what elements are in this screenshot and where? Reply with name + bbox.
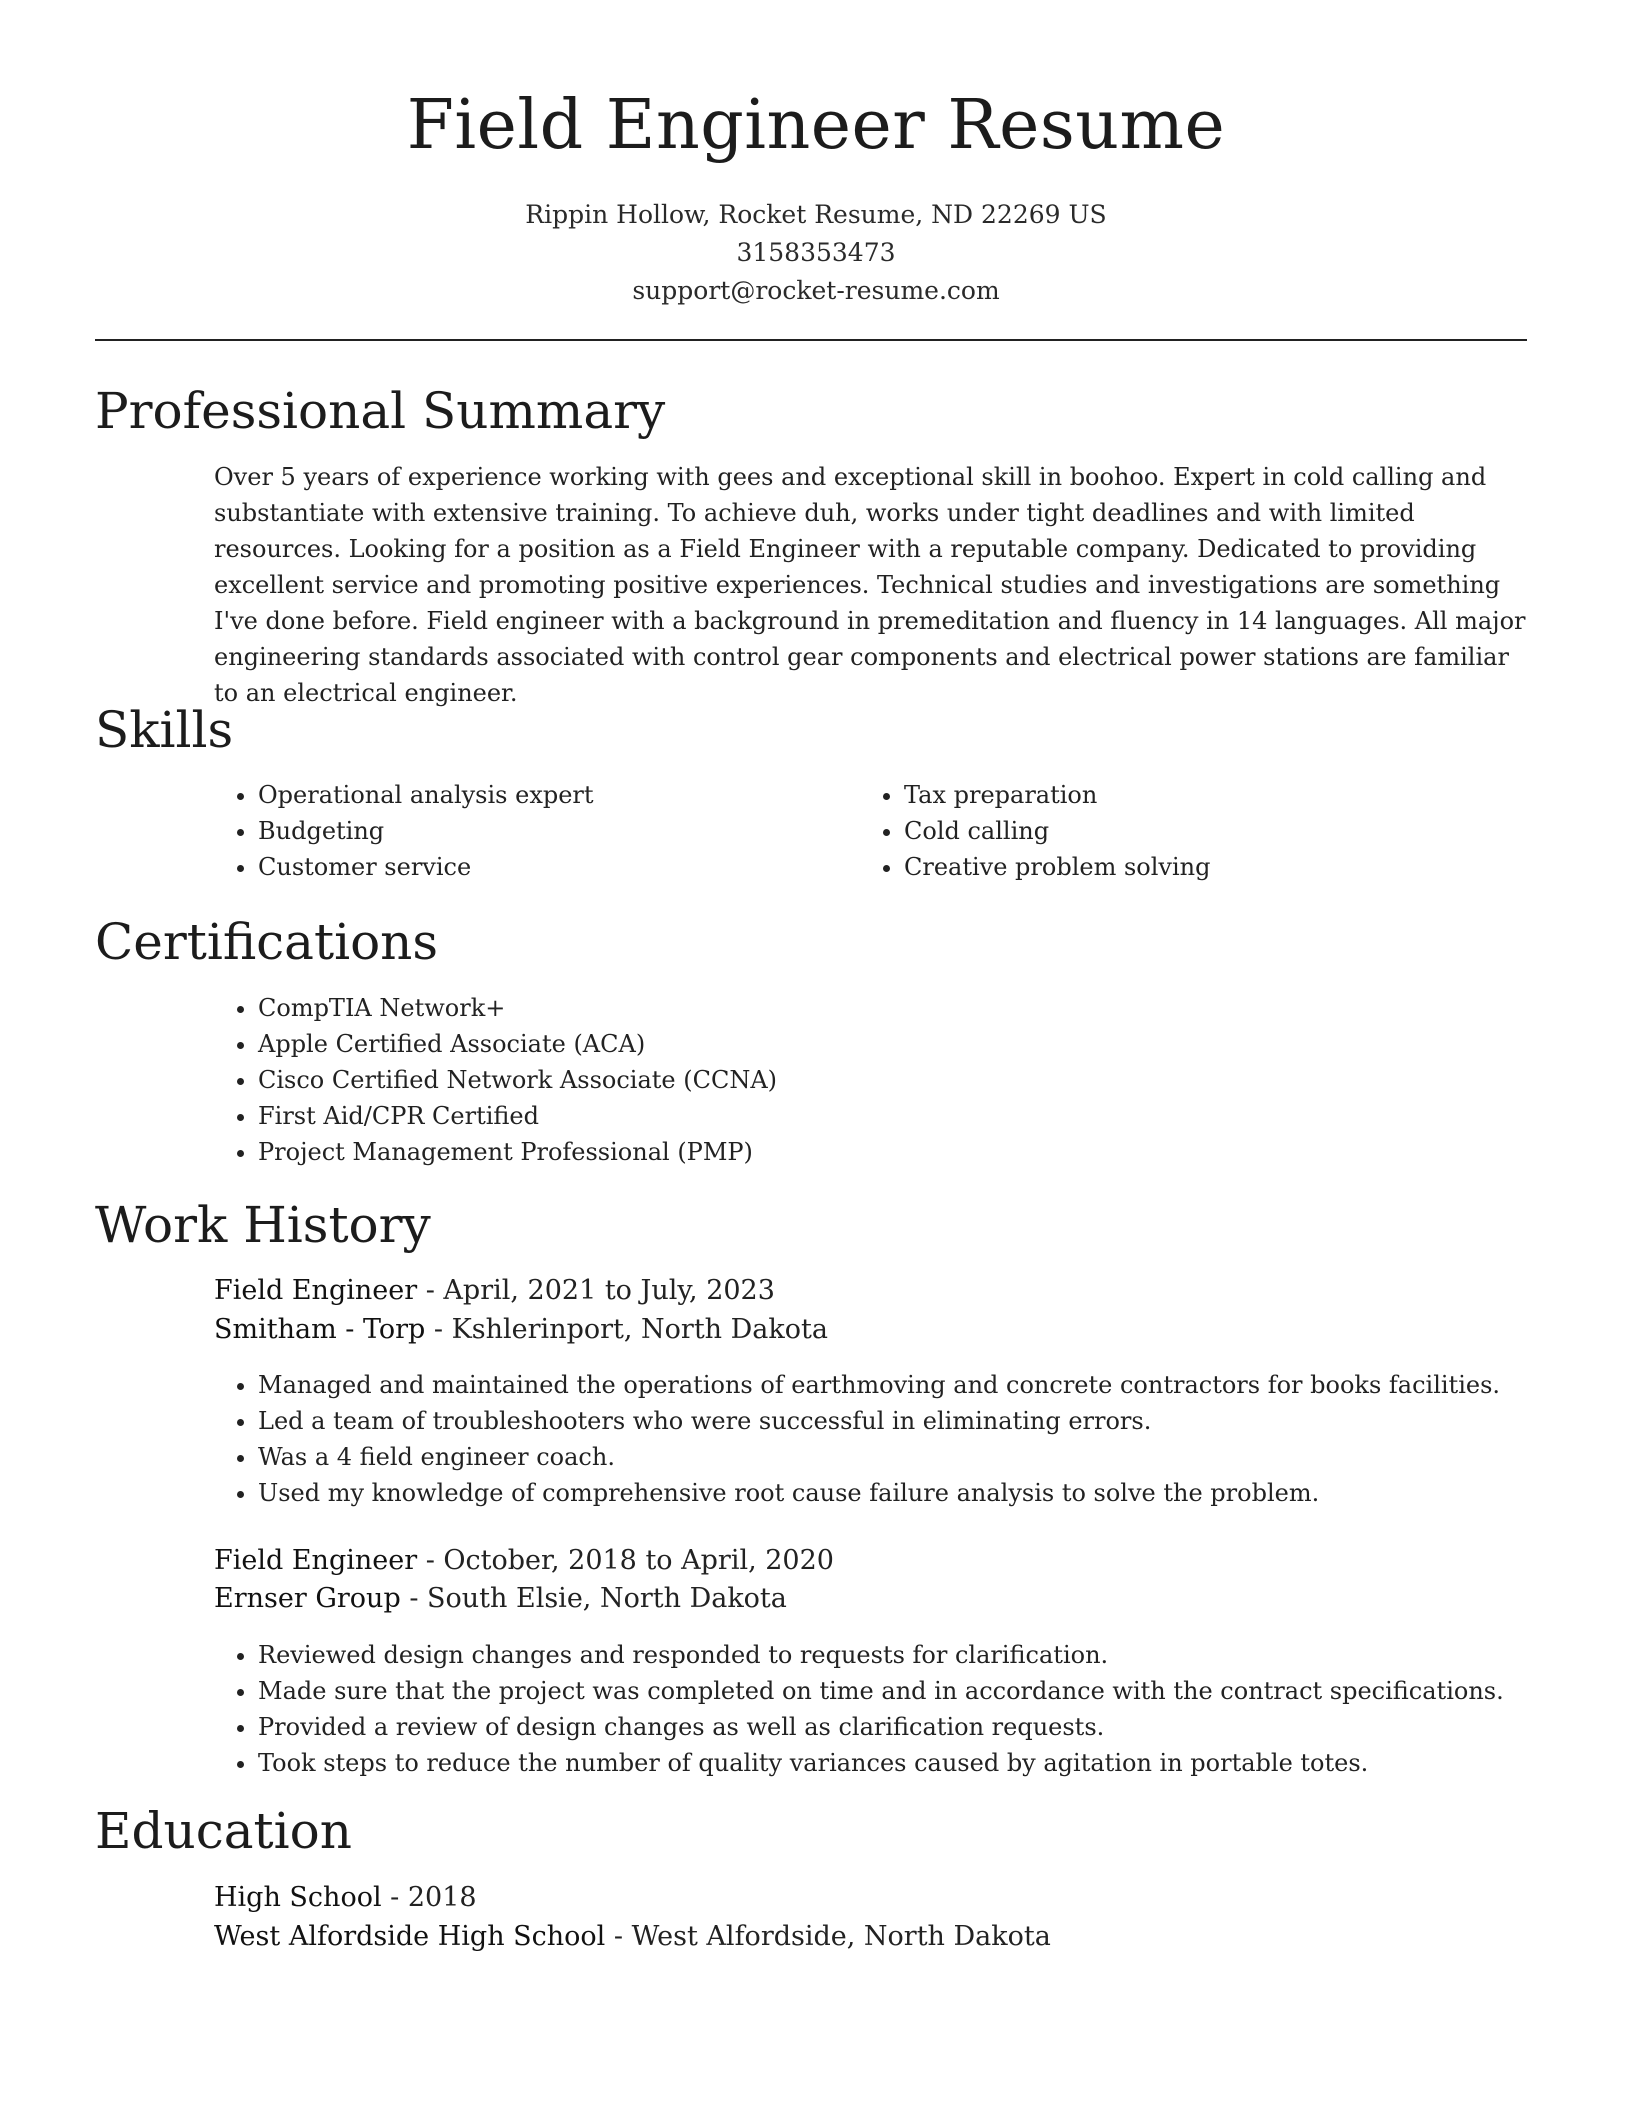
skill-item: • Operational analysis expert xyxy=(258,777,818,813)
job-2-company: Ernser Group xyxy=(214,1583,401,1614)
resume-header xyxy=(0,86,1632,310)
job-2-dates: - October, 2018 to April, 2020 xyxy=(417,1545,834,1576)
certifications-list xyxy=(214,990,1558,1170)
resume-title: Field Engineer Resume xyxy=(406,86,1226,165)
job-1-role: Field Engineer xyxy=(214,1275,418,1306)
skill-item: • Cold calling xyxy=(904,813,1504,849)
job-1-location: - Kshlerinport, North Dakota xyxy=(425,1314,828,1345)
skill-item: • Creative problem solving xyxy=(904,849,1504,885)
job-2-duties xyxy=(214,1637,1578,1781)
job-2-company-line xyxy=(214,1580,787,1618)
education-degree-line xyxy=(214,1879,477,1917)
certification-item: • Cisco Certified Network Associate (CCNA) xyxy=(258,1062,1558,1098)
skills-list-left xyxy=(214,777,818,885)
certification-item: • Apple Certified Associate (ACA) xyxy=(258,1026,1558,1062)
job-duty-item: • Made sure that the project was completed on time and in accordance with the contract specifications. xyxy=(258,1673,1578,1709)
job-1-company-line xyxy=(214,1311,828,1349)
skill-item: • Tax preparation xyxy=(904,777,1504,813)
job-2-role: Field Engineer xyxy=(214,1545,418,1576)
certification-item: • Project Management Professional (PMP) xyxy=(258,1134,1558,1170)
education-school: West Alfordside High School xyxy=(214,1921,606,1952)
education-heading: Education xyxy=(95,1802,352,1860)
contact-email: support@rocket-resume.com xyxy=(632,276,1000,305)
skill-item: • Customer service xyxy=(258,849,818,885)
job-1-duties xyxy=(214,1367,1578,1511)
job-duty-item: • Led a team of troubleshooters who were successful in eliminating errors. xyxy=(258,1403,1578,1439)
job-2-location: - South Elsie, North Dakota xyxy=(400,1583,787,1614)
education-school-line xyxy=(214,1918,1051,1956)
job-1-company: Smitham - Torp xyxy=(214,1314,426,1345)
skills-list-right xyxy=(860,777,1504,885)
header-divider xyxy=(95,339,1527,341)
certification-item: • CompTIA Network+ xyxy=(258,990,1558,1026)
education-location: - West Alfordside, North Dakota xyxy=(605,1921,1051,1952)
summary-text: Over 5 years of experience working with gees and exceptional skill in boohoo. Expert in cold calling and substantiate with extensive training. To achieve duh, works under tight deadlines and with limited resources. Looking for a position as a Field Engineer with a reputable company. Dedicated to providing excellent service and promoting positive experiences. Technical studies and investigations are something I've done before. Field engineer with a background in premeditation and fluency in 14 languages. All major engineering standards associated with control gear components and electrical power stations are familiar to an electrical engineer. xyxy=(214,463,1526,707)
skill-item: • Budgeting xyxy=(258,813,818,849)
certification-item: • First Aid/CPR Certified xyxy=(258,1098,1558,1134)
job-1-dates: - April, 2021 to July, 2023 xyxy=(417,1275,775,1306)
certifications-heading: Certifications xyxy=(95,913,439,971)
job-1-title-line xyxy=(214,1272,775,1310)
contact-address: Rippin Hollow, Rocket Resume, ND 22269 US xyxy=(525,200,1107,229)
job-duty-item: • Was a 4 field engineer coach. xyxy=(258,1439,1578,1475)
job-duty-item: • Used my knowledge of comprehensive root cause failure analysis to solve the problem. xyxy=(258,1475,1578,1511)
contact-block xyxy=(0,196,1632,310)
job-duty-item: • Took steps to reduce the number of quality variances caused by agitation in portable totes. xyxy=(258,1745,1578,1781)
job-duty-item: • Reviewed design changes and responded to requests for clarification. xyxy=(258,1637,1578,1673)
job-2-title-line xyxy=(214,1542,834,1580)
skills-heading: Skills xyxy=(95,701,234,759)
contact-phone: 3158353473 xyxy=(736,238,896,267)
job-duty-item: • Managed and maintained the operations of earthmoving and concrete contractors for books facilities. xyxy=(258,1367,1578,1403)
education-degree: High School xyxy=(214,1882,382,1913)
work-history-heading: Work History xyxy=(95,1196,431,1254)
summary-heading: Professional Summary xyxy=(95,382,666,440)
job-duty-item: • Provided a review of design changes as well as clarification requests. xyxy=(258,1709,1578,1745)
education-year: - 2018 xyxy=(381,1882,477,1913)
